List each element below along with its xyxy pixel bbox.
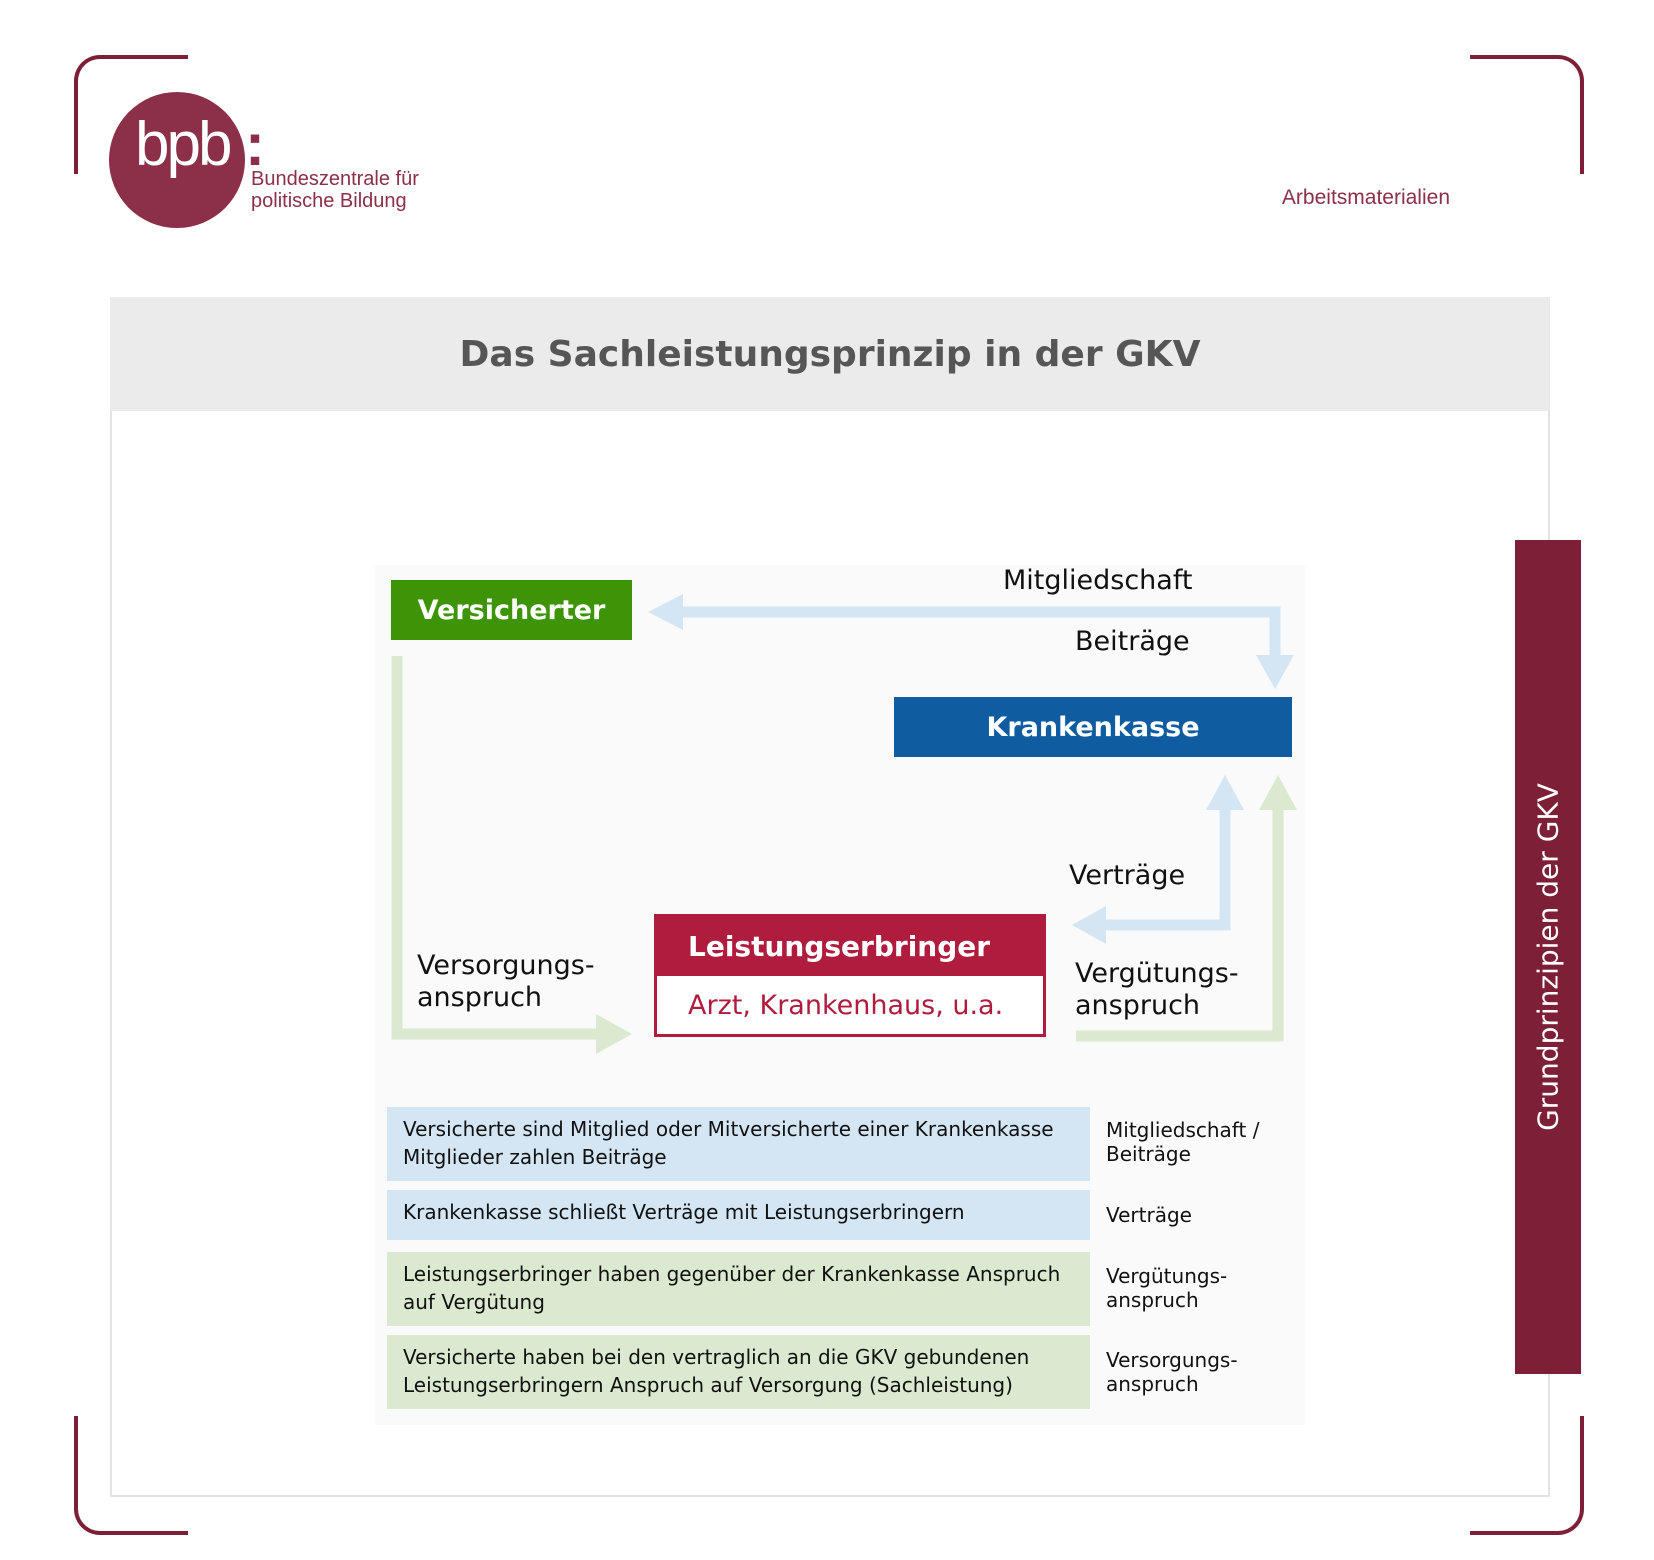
legend-row-text-line-1: Versicherte haben bei den vertraglich an die GKV gebundenen [403, 1345, 1030, 1369]
legend-tag-line-1: Versorgungs- [1106, 1348, 1238, 1372]
legend-row-text-line-2: Mitglieder zahlen Beiträge [403, 1145, 667, 1169]
arrow-vertraege-head-left [1072, 906, 1106, 944]
label-versorgung-line-1: Versorgungs- [417, 950, 595, 981]
logo-colon: : [245, 111, 265, 178]
legend-tag-line-2: Beiträge [1106, 1142, 1191, 1166]
box-krankenkasse: Krankenkasse [894, 697, 1292, 757]
label-versorgung-line-2: anspruch [417, 982, 543, 1013]
legend-tag-line-1: Vergütungs- [1106, 1264, 1228, 1288]
legend-tag-mitgliedschaft [1106, 1118, 1259, 1166]
label-verguetung [1075, 958, 1239, 1022]
legend-row-vertraege [387, 1190, 1090, 1240]
arrow-versorgung-head [596, 1014, 632, 1054]
box-versicherter: Versicherter [391, 580, 632, 640]
label-verguetung-line-2: anspruch [1075, 990, 1201, 1021]
legend-tag-verguetung [1106, 1264, 1227, 1312]
logo-wordmark: bpb [135, 110, 230, 179]
legend-tag-line-2: anspruch [1106, 1288, 1199, 1312]
legend-tag-line-1: Verträge [1106, 1203, 1192, 1227]
label-versorgung [417, 950, 595, 1014]
legend-row-text-line-2: auf Vergütung [403, 1290, 545, 1314]
legend-row-versorgung [387, 1335, 1090, 1409]
legend-row-verguetung [387, 1252, 1090, 1326]
legend-row-text-line-1: Leistungserbringer haben gegenüber der Krankenkasse Anspruch [403, 1262, 1061, 1286]
box-leistungserbringer [654, 914, 1046, 1037]
legend-tag-line-1: Mitgliedschaft / [1106, 1118, 1260, 1142]
label-beitraege: Beiträge [1075, 626, 1190, 657]
arrow-verguetung-head [1259, 775, 1297, 810]
legend-row-text-line-2: Leistungserbringern Anspruch auf Versorgung (Sachleistung) [403, 1373, 1013, 1397]
legend-tag-line-2: anspruch [1106, 1372, 1199, 1396]
label-verguetung-line-1: Vergütungs- [1075, 958, 1239, 989]
side-bar-label: Grundprinzipien der GKV [1531, 783, 1565, 1131]
label-vertraege: Verträge [1069, 860, 1186, 891]
arrow-vertraege-head-up [1206, 775, 1244, 810]
label-mitgliedschaft: Mitgliedschaft [1003, 565, 1193, 596]
section-label: Arbeitsmaterialien [1281, 186, 1450, 209]
org-line-1: Bundeszentrale für [251, 168, 419, 190]
leistungserbringer-heading: Leistungserbringer [657, 917, 1043, 976]
legend-row-text-line-1: Versicherte sind Mitglied oder Mitversicherte einer Krankenkasse [403, 1117, 1054, 1141]
org-line-2: politische Bildung [251, 190, 407, 212]
arrow-mitgliedschaft-head [648, 594, 683, 630]
legend-row-mitgliedschaft [387, 1107, 1090, 1181]
arrow-beitraege-head [1256, 655, 1294, 689]
side-bar [1515, 540, 1581, 1374]
leistungserbringer-examples: Arzt, Krankenhaus, u.a. [688, 989, 1004, 1021]
legend-row-text-line-1: Krankenkasse schließt Verträge mit Leistungserbringern [403, 1200, 965, 1224]
legend-tag-versorgung [1106, 1348, 1238, 1396]
legend-tag-vertraege [1106, 1203, 1192, 1227]
page-title: Das Sachleistungsprinzip in der GKV [459, 333, 1201, 375]
